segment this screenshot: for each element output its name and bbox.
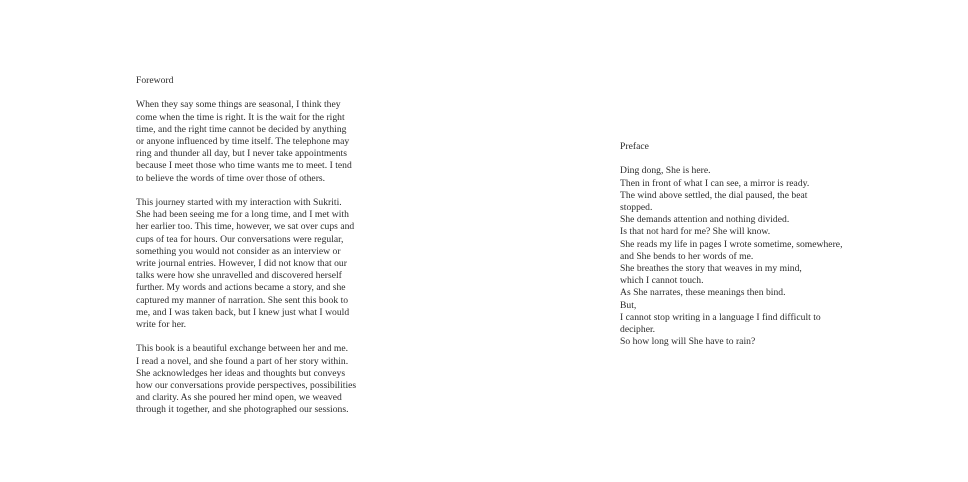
preface-poem: [620, 165, 860, 348]
foreword-section: [136, 75, 366, 429]
preface-section: [620, 141, 860, 361]
poem-line: So how long will She have to rain?: [620, 336, 756, 348]
text-line: captured my manner of narration. She sent this book to: [136, 294, 349, 306]
text-line: She acknowledges her ideas and thoughts but conveys: [136, 367, 346, 379]
poem-line: and She bends to her words of me.: [620, 250, 754, 262]
text-line: how our conversations provide perspectives, possibilities: [136, 380, 357, 392]
foreword-title: Foreword: [136, 75, 174, 86]
text-line: cups of tea for hours. Our conversations were regular,: [136, 233, 344, 245]
poem-line: Is that not hard for me? She will know.: [620, 226, 771, 238]
text-line: talks were how she unravelled and discovered herself: [136, 270, 342, 282]
foreword-paragraph-3: [136, 343, 366, 416]
text-line: time, and the right time cannot be decided by anything: [136, 123, 347, 135]
poem-line: She demands attention and nothing divided.: [620, 214, 790, 226]
text-line: something you would not consider as an interview or: [136, 245, 341, 257]
text-line: When they say some things are seasonal, I think they: [136, 99, 341, 111]
text-line: to believe the words of time over those of others.: [136, 172, 326, 184]
poem-line: She reads my life in pages I wrote sometime, somewhere,: [620, 238, 843, 250]
poem-line: As She narrates, these meanings then bind.: [620, 287, 786, 299]
text-line: me, and I was taken back, but I knew just what I would: [136, 306, 350, 318]
text-line: This journey started with my interaction with Sukriti.: [136, 197, 342, 208]
text-line: through it together, and she photographed our sessions.: [136, 404, 349, 416]
text-line: and clarity. As she poured her mind open, we weaved: [136, 392, 342, 404]
poem-line: But,: [620, 299, 637, 311]
text-line: This book is a beautiful exchange between her and me.: [136, 343, 349, 355]
text-line: She had been seeing me for a long time, and I met with: [136, 209, 349, 221]
text-line: further. My words and actions became a story, and she: [136, 282, 346, 294]
text-line: her earlier too. This time, however, we sat over cups and: [136, 221, 355, 233]
foreword-paragraph-2: [136, 197, 366, 331]
text-line: or anyone influenced by time itself. The telephone may: [136, 136, 350, 147]
text-line: come when the time is right. It is the wait for the right: [136, 111, 345, 123]
poem-line: I cannot stop writing in a language I find difficult to: [620, 311, 821, 323]
poem-line: decipher.: [620, 324, 656, 336]
poem-line: Then in front of what I can see, a mirror is ready.: [620, 177, 810, 189]
text-line: because I meet those who time wants me to meet. I tend: [136, 160, 352, 172]
poem-line: stopped.: [620, 202, 653, 213]
preface-title: Preface: [620, 141, 649, 152]
poem-line: The wind above settled, the dial paused, the beat: [620, 189, 808, 201]
text-line: I read a novel, and she found a part of her story within.: [136, 355, 349, 367]
right-page: [484, 0, 968, 482]
poem-line: She breathes the story that weaves in my mind,: [620, 263, 802, 275]
poem-line: which I cannot touch.: [620, 275, 704, 287]
text-line: ring and thunder all day, but I never take appointments: [136, 148, 347, 160]
text-line: write for her.: [136, 319, 187, 331]
poem-line: Ding dong, She is here.: [620, 165, 711, 177]
foreword-paragraph-1: [136, 99, 366, 184]
text-line: write journal entries. However, I did not know that our: [136, 258, 347, 270]
